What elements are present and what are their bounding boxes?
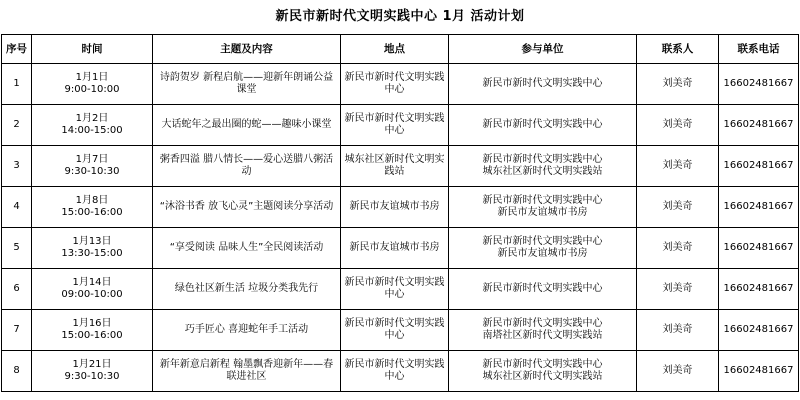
cell-hours: 14:00-15:00 — [61, 125, 123, 136]
unit-line: 新民市新时代文明实践中心 — [482, 359, 603, 370]
cell-phone: 16602481667 — [719, 146, 799, 187]
table-row — [2, 64, 799, 105]
cell-no: 8 — [2, 351, 32, 392]
cell-time — [32, 64, 153, 105]
unit-line: 城东社区新时代文明实践站 — [482, 166, 603, 177]
cell-place: 新民市友谊城市书房 — [341, 187, 449, 228]
unit-line: 新民市新时代文明实践中心 — [482, 195, 603, 206]
unit-line: 新民市新时代文明实践中心 — [482, 283, 603, 294]
cell-no: 3 — [2, 146, 32, 187]
cell-topic: 诗韵贺岁 新程启航——迎新年朗诵公益课堂 — [153, 64, 341, 105]
cell-place: 新民市新时代文明实践中心 — [341, 269, 449, 310]
table-row — [2, 269, 799, 310]
cell-hours: 9:00-10:00 — [64, 84, 120, 95]
cell-no: 4 — [2, 187, 32, 228]
cell-contact: 刘美奇 — [637, 351, 719, 392]
table-row — [2, 228, 799, 269]
cell-time — [32, 187, 153, 228]
header-topic: 主题及内容 — [153, 35, 341, 64]
cell-hours: 9:30-10:30 — [64, 166, 120, 177]
cell-units — [449, 64, 637, 105]
page-title: 新民市新时代文明实践中心 1月 活动计划 — [275, 9, 525, 24]
cell-contact: 刘美奇 — [637, 310, 719, 351]
cell-place: 新民市新时代文明实践中心 — [341, 351, 449, 392]
cell-phone: 16602481667 — [719, 351, 799, 392]
cell-no: 1 — [2, 64, 32, 105]
cell-units — [449, 187, 637, 228]
cell-phone: 16602481667 — [719, 310, 799, 351]
cell-date: 1月2日 — [75, 113, 109, 124]
cell-topic: “沐浴书香 放飞心灵”主题阅读分享活动 — [153, 187, 341, 228]
cell-contact: 刘美奇 — [637, 269, 719, 310]
header-place: 地点 — [341, 35, 449, 64]
cell-no: 7 — [2, 310, 32, 351]
unit-line: 新民市友谊城市书房 — [497, 207, 588, 218]
cell-date: 1月21日 — [72, 359, 112, 370]
cell-date: 1月8日 — [75, 195, 109, 206]
cell-date: 1月13日 — [72, 236, 112, 247]
cell-time — [32, 310, 153, 351]
table-row — [2, 105, 799, 146]
table-row — [2, 351, 799, 392]
unit-line: 新民市新时代文明实践中心 — [482, 236, 603, 247]
cell-units — [449, 310, 637, 351]
cell-topic: 巧手匠心 喜迎蛇年手工活动 — [153, 310, 341, 351]
unit-line: 城东社区新时代文明实践站 — [482, 371, 603, 382]
cell-units — [449, 269, 637, 310]
cell-contact: 刘美奇 — [637, 105, 719, 146]
cell-date: 1月14日 — [72, 277, 112, 288]
cell-units — [449, 351, 637, 392]
header-contact: 联系人 — [637, 35, 719, 64]
cell-time — [32, 351, 153, 392]
unit-line: 新民市新时代文明实践中心 — [482, 154, 603, 165]
cell-hours: 15:00-16:00 — [61, 207, 123, 218]
header-no: 序号 — [2, 35, 32, 64]
table-row — [2, 146, 799, 187]
table-header-row — [2, 35, 799, 64]
cell-phone: 16602481667 — [719, 64, 799, 105]
cell-units — [449, 228, 637, 269]
cell-phone: 16602481667 — [719, 187, 799, 228]
header-units: 参与单位 — [449, 35, 637, 64]
header-phone: 联系电话 — [719, 35, 799, 64]
unit-line: 新民市新时代文明实践中心 — [482, 78, 603, 89]
cell-date: 1月1日 — [75, 72, 109, 83]
cell-units — [449, 146, 637, 187]
table-row — [2, 310, 799, 351]
cell-contact: 刘美奇 — [637, 64, 719, 105]
cell-topic: “享受阅读 品味人生”全民阅读活动 — [153, 228, 341, 269]
cell-contact: 刘美奇 — [637, 146, 719, 187]
cell-topic: 新年新意启新程 翰墨飘香迎新年——春联进社区 — [153, 351, 341, 392]
cell-date: 1月7日 — [75, 154, 109, 165]
cell-time — [32, 269, 153, 310]
cell-hours: 15:00-16:00 — [61, 330, 123, 341]
cell-contact: 刘美奇 — [637, 187, 719, 228]
cell-place: 城东社区新时代文明实践站 — [341, 146, 449, 187]
cell-time — [32, 228, 153, 269]
cell-hours: 13:30-15:00 — [61, 248, 123, 259]
cell-hours: 09:00-10:00 — [61, 289, 123, 300]
unit-line: 新民市友谊城市书房 — [497, 248, 588, 259]
cell-time — [32, 146, 153, 187]
cell-place: 新民市友谊城市书房 — [341, 228, 449, 269]
table-row — [2, 187, 799, 228]
cell-date: 1月16日 — [72, 318, 112, 329]
cell-place: 新民市新时代文明实践中心 — [341, 310, 449, 351]
cell-place: 新民市新时代文明实践中心 — [341, 105, 449, 146]
cell-phone: 16602481667 — [719, 269, 799, 310]
cell-no: 6 — [2, 269, 32, 310]
cell-topic: 绿色社区新生活 垃圾分类我先行 — [153, 269, 341, 310]
cell-phone: 16602481667 — [719, 105, 799, 146]
unit-line: 南塔社区新时代文明实践站 — [482, 330, 603, 341]
cell-topic: 大话蛇年之最出圈的蛇——趣味小课堂 — [153, 105, 341, 146]
cell-contact: 刘美奇 — [637, 228, 719, 269]
cell-no: 2 — [2, 105, 32, 146]
cell-no: 5 — [2, 228, 32, 269]
cell-time — [32, 105, 153, 146]
header-time: 时间 — [32, 35, 153, 64]
cell-hours: 9:30-10:30 — [64, 371, 120, 382]
cell-topic: 粥香四溢 腊八情长——爱心送腊八粥活动 — [153, 146, 341, 187]
unit-line: 新民市新时代文明实践中心 — [482, 318, 603, 329]
cell-phone: 16602481667 — [719, 228, 799, 269]
unit-line: 新民市新时代文明实践中心 — [482, 119, 603, 130]
cell-place: 新民市新时代文明实践中心 — [341, 64, 449, 105]
cell-units — [449, 105, 637, 146]
activity-table — [1, 34, 799, 392]
